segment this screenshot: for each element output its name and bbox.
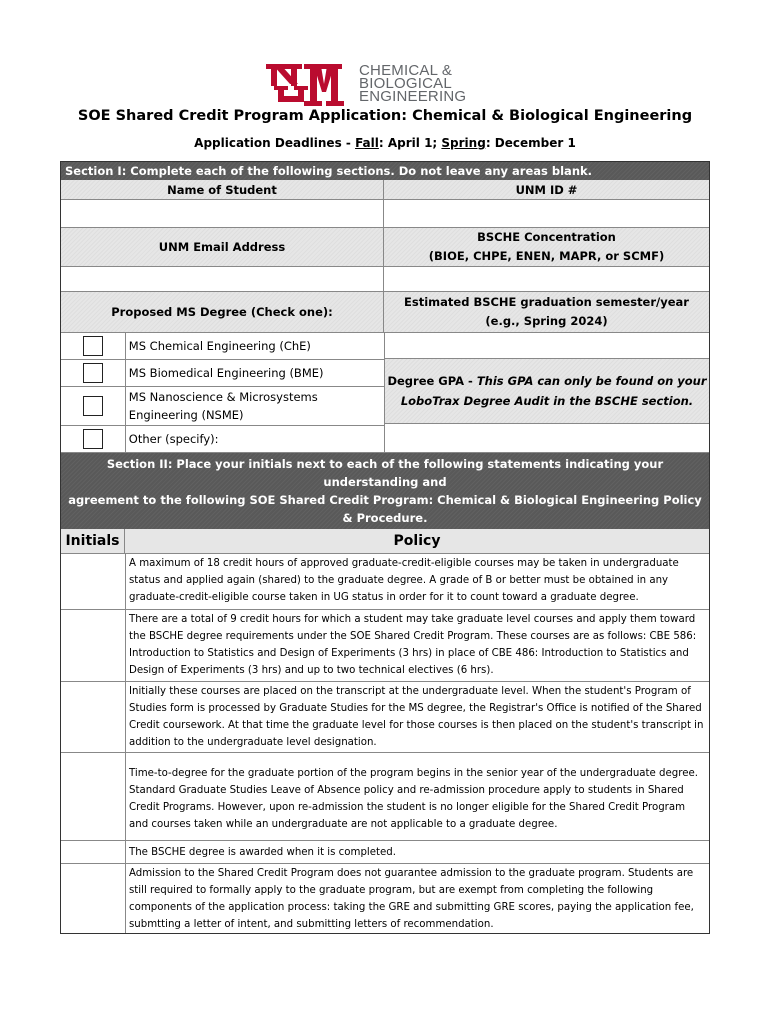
checkbox-nsme[interactable] (83, 396, 103, 416)
initials-field-4[interactable] (61, 753, 126, 840)
application-deadlines (0, 136, 770, 150)
section-1-header: Section I: Complete each of the following sections. Do not leave any areas blank. (61, 162, 709, 180)
option-nsme-line-2: Engineering (NSME) (128, 408, 244, 422)
gpa-label-bold: Degree GPA - (387, 374, 477, 388)
fall-label: Fall (355, 136, 379, 150)
checkbox-bme[interactable] (83, 363, 103, 383)
concentration-label-line-2: (BIOE, CHPE, ENEN, MAPR, or SCMF) (428, 249, 665, 263)
gpa-note-line-2: LoboTrax Degree Audit in the BSCHE section. (400, 394, 694, 408)
concentration-label (384, 228, 709, 266)
student-name-field[interactable] (61, 200, 384, 227)
graduation-label (384, 292, 709, 332)
page-title: SOE Shared Credit Program Application: Chemical & Biological Engineering (77, 108, 693, 124)
policy-item-3: Initially these courses are placed on the transcript at the undergraduate level. When the student's Program of Studies form is processed by Graduate Studies for the MS degree, the Registrar's Office is notified of the Shared Credit coursework. At that time the graduate level for those courses is then placed on the student's transcript in addition to the undergraduate level designation. (129, 686, 704, 748)
concentration-field[interactable] (384, 267, 709, 291)
fall-deadline: : April 1; (378, 136, 442, 150)
initials-field-3[interactable] (61, 682, 126, 752)
degree-gpa-field[interactable] (385, 424, 709, 452)
logo-line-2: BIOLOGICAL (359, 75, 452, 92)
initials-column-header: Initials (61, 529, 125, 553)
spring-deadline: : December 1 (485, 136, 576, 150)
checkbox-che[interactable] (83, 336, 103, 356)
spring-label: Spring (441, 136, 486, 150)
logo-wordmark (359, 64, 466, 103)
policy-item-4: Time-to-degree for the graduate portion of the program begins in the senior year of the undergraduate degree. Standard Graduate Studies Leave of Absence policy and re-admission procedure apply to students in Shared Credit Programs. However, upon re-admission the student is no longer eligible for the Shared Credit Program and courses taken while an undergraduate are not applicable to a graduate degree. (129, 768, 698, 830)
section-2-header (61, 452, 709, 529)
graduation-field[interactable] (385, 333, 709, 359)
gpa-note-line-1: This GPA can only be found on your (476, 374, 707, 388)
email-field[interactable] (61, 267, 384, 291)
policy-item-2: There are a total of 9 credit hours for which a student may take graduate level courses and apply them toward the BSCHE degree requirements under the SOE Shared Credit Program. These courses are as follows: CBE 586: Introduction to Statistics and Design of Experiments (3 hrs) in place of CBE 486: Introduction to Statistics and Design of Experiments (3 hrs) and up to two technical electives (6 hrs). (129, 614, 697, 676)
graduation-label-line-1: Estimated BSCHE graduation semester/year (404, 295, 689, 309)
option-che-label: MS Chemical Engineering (ChE) (128, 339, 311, 353)
concentration-label-line-1: BSCHE Concentration (477, 230, 616, 244)
initials-field-5[interactable] (61, 841, 126, 863)
unm-id-label: UNM ID # (384, 180, 709, 199)
initials-field-1[interactable] (61, 554, 126, 609)
email-label: UNM Email Address (61, 228, 384, 266)
student-name-label: Name of Student (61, 180, 384, 199)
option-other-label: Other (specify): (128, 432, 219, 446)
policy-item-5: The BSCHE degree is awarded when it is completed. (129, 847, 396, 858)
degree-gpa-label (385, 359, 709, 424)
unm-logo-mark (264, 62, 346, 108)
application-form (60, 161, 710, 934)
ms-degree-label: Proposed MS Degree (Check one): (61, 292, 384, 332)
option-nsme-label (126, 387, 384, 425)
logo-line-1: CHEMICAL & (359, 62, 453, 79)
initials-field-6[interactable] (61, 864, 126, 933)
unm-id-field[interactable] (384, 200, 709, 227)
unm-logo (264, 62, 484, 108)
option-nsme-line-1: MS Nanoscience & Microsystems (128, 390, 318, 404)
checkbox-other[interactable] (83, 429, 103, 449)
policy-item-6: Admission to the Shared Credit Program does not guarantee admission to the graduate program. Students are still required to formally apply to the graduate program, but are exempt from completing the following components of the application process: taking the GRE and submitting GRE scores, paying the application fee, submtting a letter of intent, and submitting letters of recommendation. (129, 868, 694, 930)
option-bme-label: MS Biomedical Engineering (BME) (128, 366, 324, 380)
section-2-header-line-2: agreement to the following SOE Shared Credit Program: Chemical & Biological Engineering Policy & Procedure. (68, 493, 702, 525)
policy-column-header: Policy (125, 529, 709, 553)
deadlines-prefix: Application Deadlines - (194, 136, 356, 150)
logo-line-3: ENGINEERING (359, 88, 467, 105)
policy-item-1: A maximum of 18 credit hours of approved graduate-credit-eligible courses may be taken in undergraduate status and applied again (shared) to the graduate degree. A grade of B or better must be obtained in any graduate-credit-eligible course taken in UG status in order for it to count toward a graduate degree. (129, 558, 679, 603)
graduation-label-line-2: (e.g., Spring 2024) (485, 314, 608, 328)
initials-field-2[interactable] (61, 610, 126, 681)
section-2-header-line-1: Section II: Place your initials next to each of the following statements indicating your understanding and (106, 457, 664, 489)
